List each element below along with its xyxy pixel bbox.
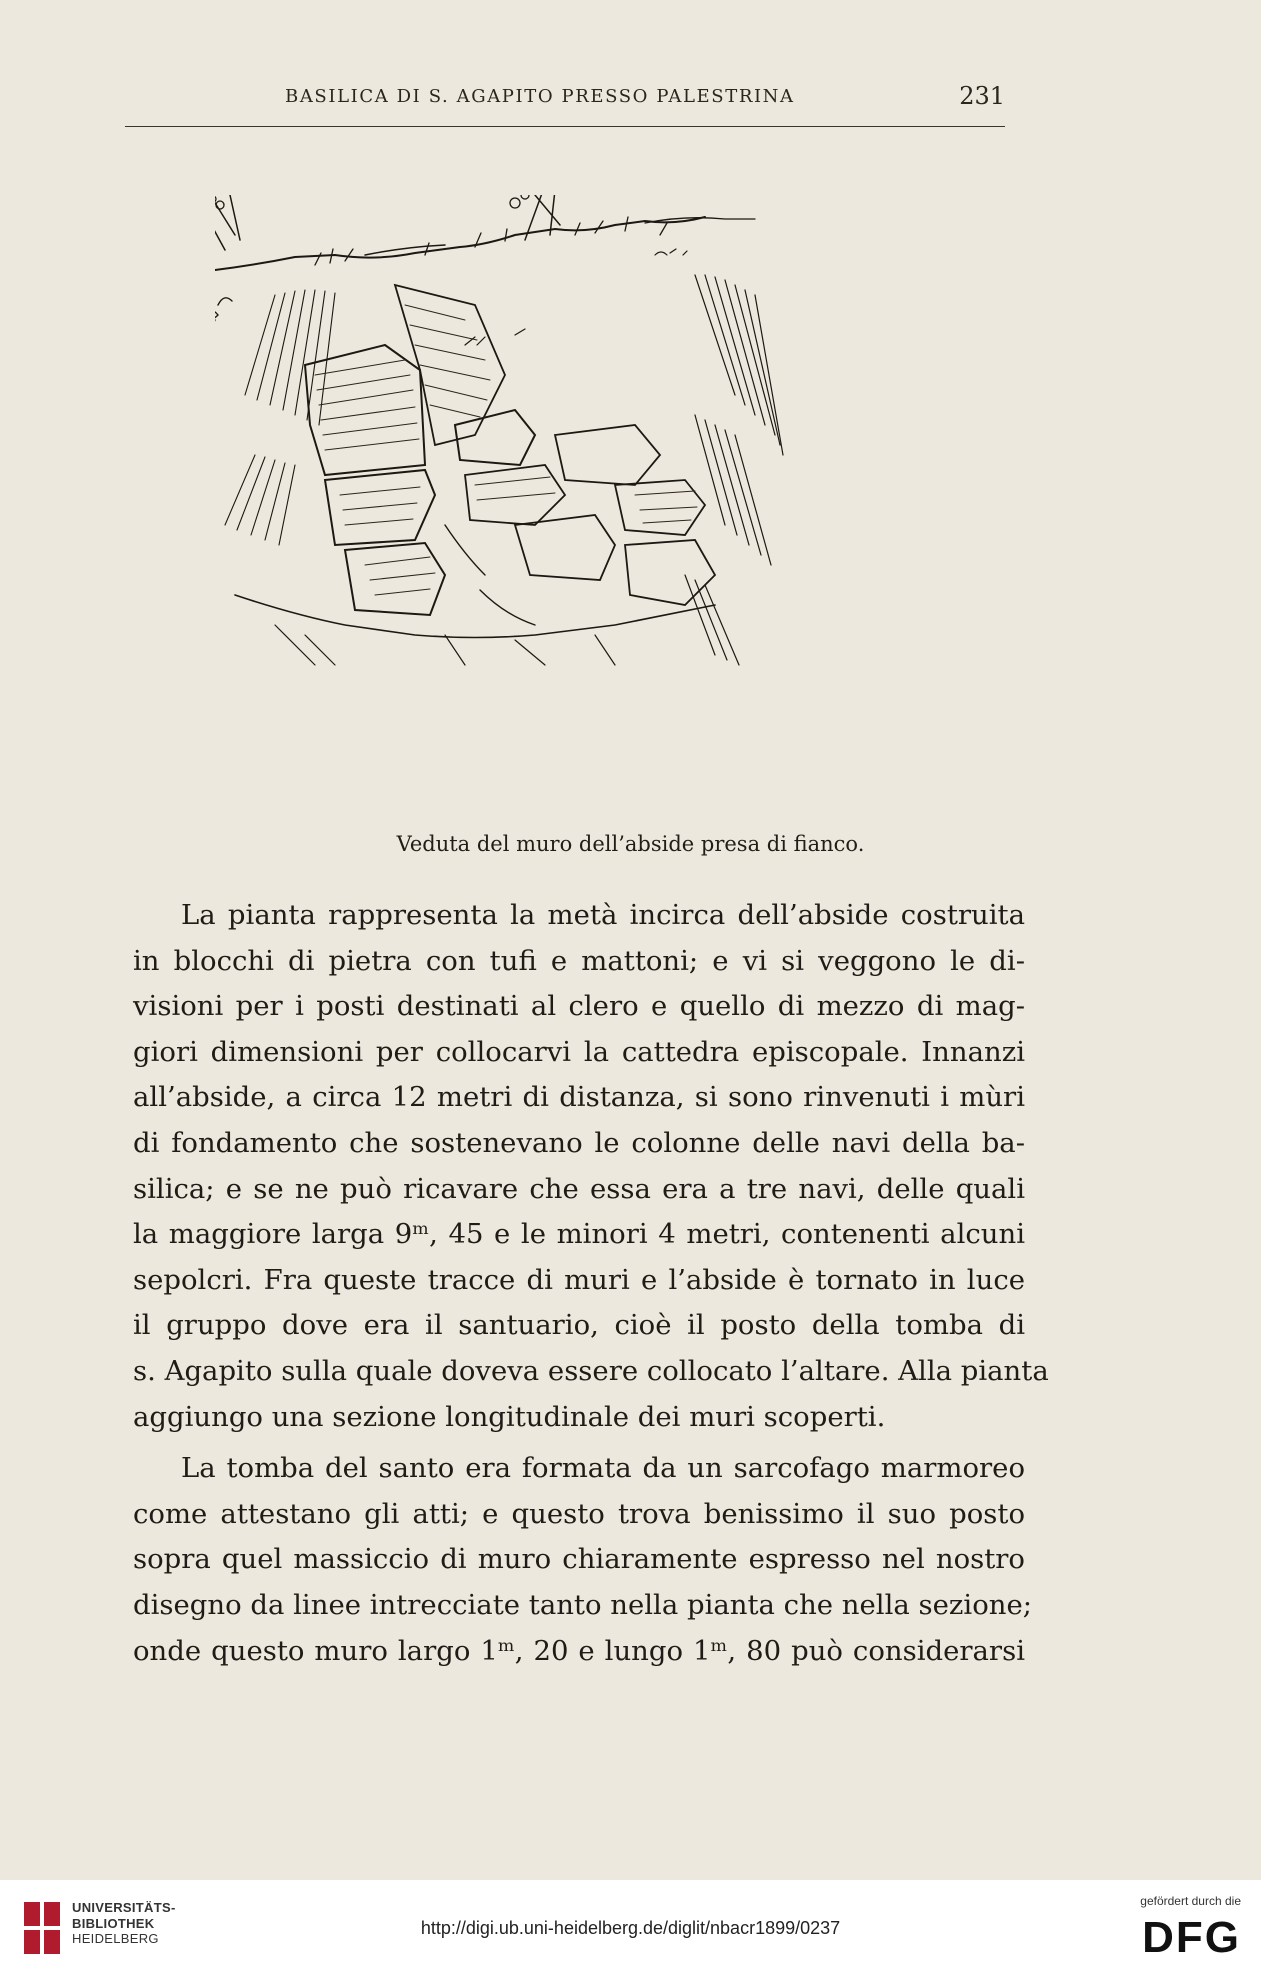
text-line: onde questo muro largo 1ᵐ, 20 e lungo 1ᵐ, 80 può considerarsi (133, 1634, 1025, 1667)
running-title: BASILICA DI S. AGAPITO PRESSO PALESTRINA (285, 86, 795, 107)
body-text (133, 893, 1049, 1674)
text-line: aggiungo una sezione longitudinale dei muri scoperti. (133, 1400, 886, 1433)
page-number: 231 (959, 82, 1005, 110)
digitization-footer (0, 1880, 1261, 1982)
text-line: come attestano gli atti; e questo trova benissimo il suo posto (133, 1497, 1025, 1530)
sponsor-text: gefördert durch die (1140, 1894, 1241, 1908)
text-line: giori dimensioni per collocarvi la cattedra episcopale. Innanzi (133, 1035, 1025, 1068)
text-line: visioni per i posti destinati al clero e quello di mezzo di mag- (133, 990, 1025, 1023)
text-line: all’abside, a circa 12 metri di distanza, si sono rinvenuti i mùri (133, 1081, 1025, 1114)
dfg-logo: DFG (1142, 1913, 1241, 1962)
text-line: di fondamento che sostenevano le colonne delle navi della ba- (133, 1126, 1025, 1159)
text-line: disegno da linee intrecciate tanto nella pianta che nella sezione; (133, 1588, 1033, 1621)
text-line: silica; e se ne può ricavare che essa era a tre navi, delle quali (133, 1172, 1025, 1205)
running-header (125, 82, 1005, 120)
text-line: in blocchi di pietra con tufi e mattoni; e vi si veggono le di- (133, 944, 1025, 977)
figure-caption: Veduta del muro dell’abside presa di fianco. (396, 832, 865, 856)
text-line: il gruppo dove era il santuario, cioè il posto della tomba di (133, 1309, 1025, 1342)
library-name-line: HEIDELBERG (72, 1931, 159, 1946)
header-rule (125, 126, 1005, 127)
text-line: sopra quel massiccio di muro chiaramente espresso nel nostro (133, 1543, 1025, 1576)
text-line: La pianta rappresenta la metà incirca dell’abside costruita (181, 899, 1025, 931)
paragraph-1 (133, 893, 1049, 1440)
apse-wall-illustration (215, 195, 875, 810)
library-name-line: BIBLIOTHEK (72, 1915, 155, 1931)
text-line: s. Agapito sulla quale doveva essere collocato l’altare. Alla pianta (133, 1354, 1049, 1387)
apse-wall-drawing (215, 195, 875, 810)
digital-object-url[interactable]: http://digi.ub.uni-heidelberg.de/diglit/nbacr1899/0237 (420, 1918, 841, 1938)
text-line: la maggiore larga 9ᵐ, 45 e le minori 4 metri, contenenti alcuni (133, 1218, 1025, 1251)
text-line: sepolcri. Fra queste tracce di muri e l’abside è tornato in luce (133, 1263, 1025, 1296)
text-line: La tomba del santo era formata da un sarcofago marmoreo (181, 1452, 1025, 1485)
library-name-line: UNIVERSITÄTS- (72, 1900, 176, 1915)
paragraph-2 (133, 1446, 1033, 1674)
